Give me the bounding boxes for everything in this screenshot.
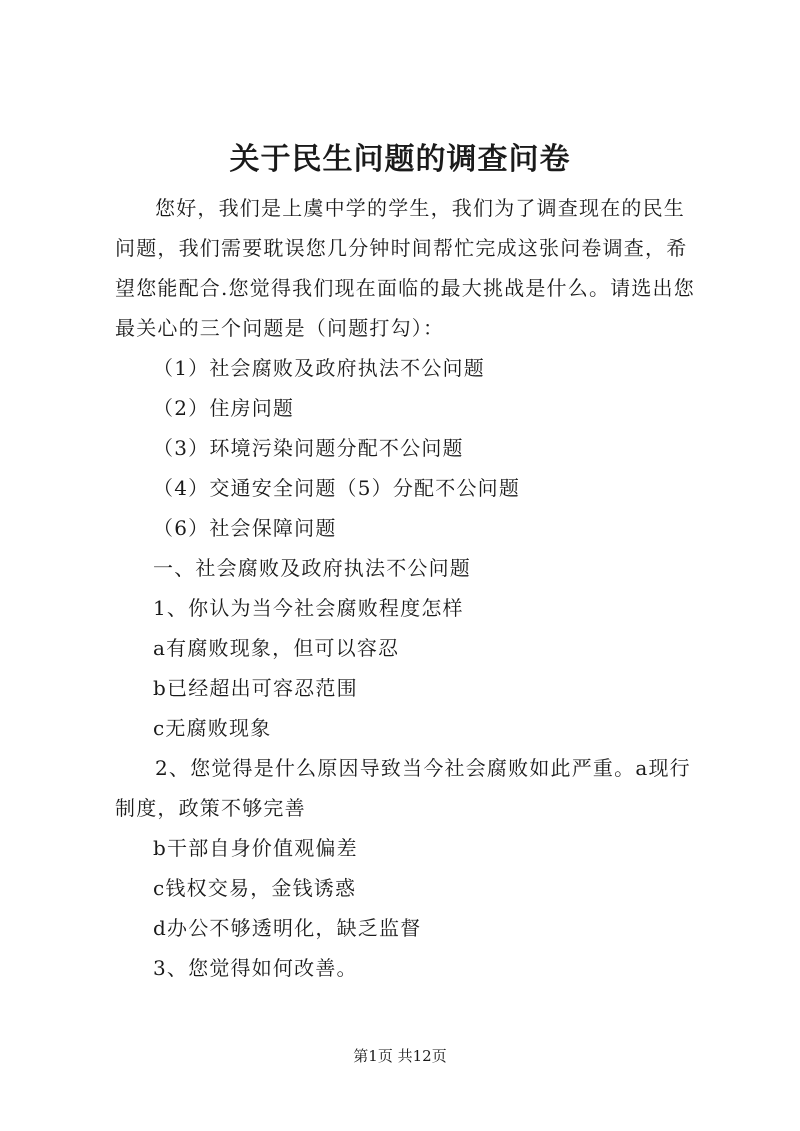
answer-item: a有腐败现象，但可以容忍 [153,636,400,660]
option-item: （4）交通安全问题（5）分配不公问题 [153,476,521,500]
answer-item: d办公不够透明化，缺乏监督 [153,916,422,940]
question-2: 2、您觉得是什么原因导致当今社会腐败如此严重。a现行制度，政策不够完善 [115,756,691,820]
page-title: 关于民生问题的调查问卷 [229,142,571,177]
document-body [115,188,695,988]
option-item: （2）住房问题 [153,396,295,420]
option-item: （3）环境污染问题分配不公问题 [153,436,464,460]
answer-item: c无腐败现象 [153,716,272,740]
question-1: 1、你认为当今社会腐败程度怎样 [153,596,464,620]
question-3: 3、您觉得如何改善。 [153,956,358,980]
answer-item: c钱权交易，金钱诱惑 [153,876,357,900]
answer-item: b干部自身价值观偏差 [153,836,358,860]
section-heading: 一、社会腐败及政府执法不公问题 [153,556,471,580]
option-item: （1）社会腐败及政府执法不公问题 [153,356,485,380]
answer-item: b已经超出可容忍范围 [153,676,358,700]
page-footer: 第1页 共12页 [353,1047,447,1065]
option-item: （6）社会保障问题 [153,516,337,540]
intro-paragraph: 您好，我们是上虞中学的学生，我们为了调查现在的民生问题，我们需要耽误您几分钟时间帮忙完成这张问卷调查，希望您能配合.您觉得我们现在面临的最大挑战是什么。请选出您最关心的三个问题是（问题打勾）： [115,196,695,340]
